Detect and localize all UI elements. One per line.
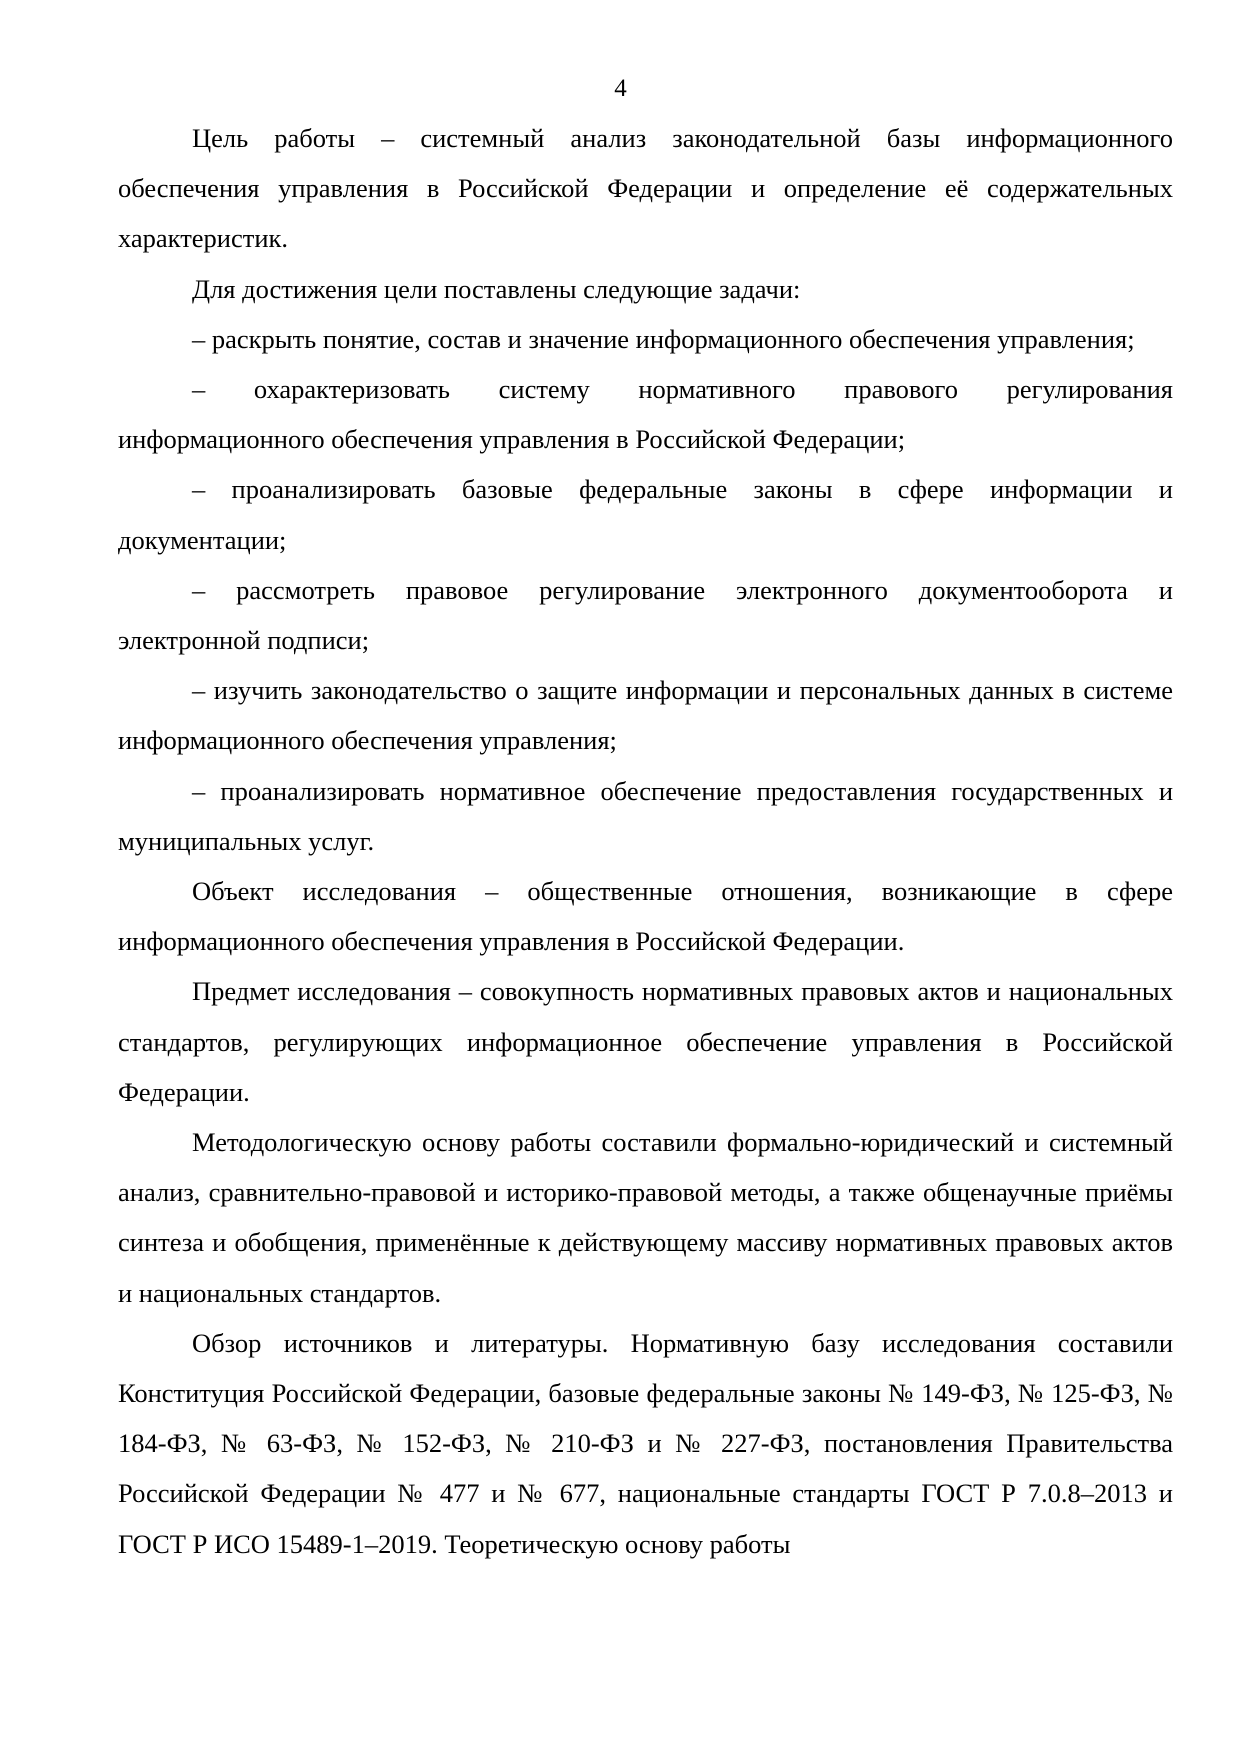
paragraph-subject: Предмет исследования – совокупность нормативных правовых актов и национальных стандартов, регулирующих информационное обеспечение управления в Российской Федерации.	[118, 976, 1173, 1107]
task-item-2: – охарактеризовать систему нормативного правового регулирования информационного обеспечения управления в Российской Федерации;	[118, 374, 1173, 455]
task-item-1: – раскрыть понятие, состав и значение информационного обеспечения управления;	[192, 323, 1135, 354]
paragraph-methodology: Методологическую основу работы составили формально-юридический и системный анализ, сравнительно-правовой и историко-правовой методы, а также общенаучные приёмы синтеза и обобщения, применённые к действующему массиву нормативных правовых актов и национальных стандартов.	[118, 1127, 1173, 1308]
task-item-6: – проанализировать нормативное обеспечение предоставления государственных и муниципальных услуг.	[118, 775, 1173, 856]
paragraph-tasks-intro: Для достижения цели поставлены следующие задачи:	[192, 273, 801, 304]
page-number: 4	[614, 75, 627, 102]
task-item-3: – проанализировать базовые федеральные законы в сфере информации и документации;	[118, 474, 1173, 555]
task-item-4: – рассмотреть правовое регулирование электронного документооборота и электронной подписи;	[118, 574, 1173, 656]
paragraph-goal: Цель работы – системный анализ законодательной базы информационного обеспечения управления в Российской Федерации и определение её содержательных характеристик.	[118, 123, 1173, 254]
paragraph-object: Объект исследования – общественные отношения, возникающие в сфере информационного обеспечения управления в Российской Федерации.	[118, 876, 1173, 957]
body-text	[118, 113, 1173, 1569]
paragraph-sources-review: Обзор источников и литературы. Нормативную базу исследования составили Конституция Российской Федерации, базовые федеральные законы № 149-ФЗ, № 125-ФЗ, № 184-ФЗ, № 63-ФЗ, № 152-ФЗ, № 210-ФЗ и № 227-ФЗ, постановления Правительства Российской Федерации № 477 и № 677, национальные стандарты ГОСТ Р 7.0.8–2013 и ГОСТ Р ИСО 15489-1–2019. Теоретическую основу работы	[118, 1327, 1173, 1559]
task-item-5: – изучить законодательство о защите информации и персональных данных в системе информационного обеспечения управления;	[118, 675, 1173, 756]
